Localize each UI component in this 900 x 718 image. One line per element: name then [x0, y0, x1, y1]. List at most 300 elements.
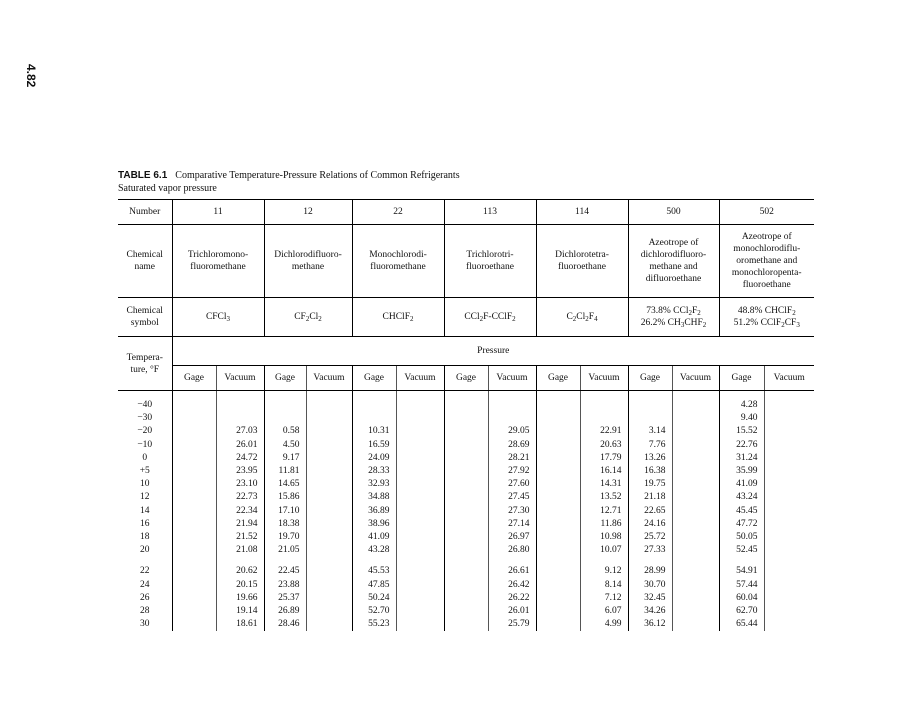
table-title: Comparative Temperature-Pressure Relations of Common Refrigerants — [175, 170, 460, 181]
vacuum-cell-22 — [396, 592, 444, 605]
temperature-cell: −40 — [137, 400, 153, 410]
vacuum-cell-502 — [764, 565, 814, 578]
gage-cell-502: 52.45 — [719, 544, 764, 557]
vacuum-label: Vacuum — [764, 366, 814, 391]
gage-cell-12: 9.17 — [264, 452, 306, 465]
gage-cell-500: 19.75 — [628, 478, 672, 491]
refrigerant-number: 12 — [264, 200, 352, 225]
gage-cell-500: 7.76 — [628, 439, 672, 452]
chemical-symbol: $C_2Cl_2F_4$ — [536, 298, 628, 337]
gage-cell-114 — [536, 565, 580, 578]
gage-cell-113 — [444, 544, 488, 557]
vacuum-label: Vacuum — [396, 366, 444, 391]
vacuum-cell-113: 26.80 — [488, 544, 536, 557]
chemical-name-label: Chemical name — [118, 225, 172, 298]
gage-cell-11 — [172, 465, 216, 478]
vacuum-cell-22 — [396, 478, 444, 491]
table-row — [118, 425, 814, 438]
vacuum-cell-500 — [672, 518, 719, 531]
header-gage-vacuum-row — [118, 366, 814, 391]
chemical-name: Dichlorotetra- fluoroethane — [536, 225, 628, 298]
gage-cell-12: 25.37 — [264, 592, 306, 605]
gage-cell-11 — [172, 592, 216, 605]
vacuum-cell-502 — [764, 605, 814, 618]
vacuum-cell-114: 12.71 — [580, 505, 628, 518]
gage-cell-502: 60.04 — [719, 592, 764, 605]
chemical-symbol: 48.8% CHClF$_2$ 51.2% $CClF_2CF_3$ — [719, 298, 814, 337]
vacuum-cell-22 — [396, 399, 444, 412]
vacuum-cell-502 — [764, 465, 814, 478]
gage-cell-22: 38.96 — [352, 518, 396, 531]
vacuum-cell-12 — [306, 531, 352, 544]
vacuum-cell-11: 20.62 — [216, 565, 264, 578]
gage-cell-502: 45.45 — [719, 505, 764, 518]
gage-cell-11 — [172, 565, 216, 578]
vacuum-cell-500 — [672, 618, 719, 631]
vacuum-cell-11: 26.01 — [216, 439, 264, 452]
temperature-cell: 0 — [142, 452, 148, 463]
vacuum-cell-113: 26.97 — [488, 531, 536, 544]
vacuum-cell-500 — [672, 412, 719, 425]
gage-cell-113 — [444, 592, 488, 605]
gage-cell-22: 36.89 — [352, 505, 396, 518]
vacuum-label: Vacuum — [672, 366, 719, 391]
gage-cell-12: 23.88 — [264, 579, 306, 592]
vacuum-cell-114 — [580, 399, 628, 412]
vacuum-cell-502 — [764, 425, 814, 438]
chemical-symbol-label: Chemical symbol — [118, 298, 172, 337]
vacuum-cell-22 — [396, 605, 444, 618]
gage-label: Gage — [444, 366, 488, 391]
vacuum-cell-502 — [764, 531, 814, 544]
chemical-name: Trichloromono- fluoromethane — [172, 225, 264, 298]
vacuum-cell-113: 28.21 — [488, 452, 536, 465]
gage-cell-113 — [444, 491, 488, 504]
gage-cell-114 — [536, 505, 580, 518]
gage-label: Gage — [628, 366, 672, 391]
vacuum-cell-22 — [396, 579, 444, 592]
gage-cell-114 — [536, 531, 580, 544]
chemical-symbol: CCl$_2$F-CClF$_2$ — [444, 298, 536, 337]
gage-cell-12: 0.58 — [264, 425, 306, 438]
gage-cell-113 — [444, 605, 488, 618]
gage-cell-500: 36.12 — [628, 618, 672, 631]
vacuum-cell-11 — [216, 412, 264, 425]
table-subtitle: Saturated vapor pressure — [118, 183, 217, 194]
gage-cell-114 — [536, 439, 580, 452]
vacuum-label: Vacuum — [580, 366, 628, 391]
gage-cell-11 — [172, 399, 216, 412]
vacuum-cell-113 — [488, 399, 536, 412]
vacuum-cell-502 — [764, 544, 814, 557]
gage-cell-12: 17.10 — [264, 505, 306, 518]
vacuum-cell-113: 28.69 — [488, 439, 536, 452]
vacuum-cell-502 — [764, 491, 814, 504]
vacuum-cell-11: 20.15 — [216, 579, 264, 592]
vacuum-cell-12 — [306, 399, 352, 412]
vacuum-cell-113: 26.42 — [488, 579, 536, 592]
table-row — [118, 412, 814, 425]
gage-cell-502: 22.76 — [719, 439, 764, 452]
temperature-cell: −10 — [137, 439, 153, 450]
gage-cell-114 — [536, 425, 580, 438]
gage-label: Gage — [264, 366, 306, 391]
vacuum-cell-22 — [396, 491, 444, 504]
gage-cell-502: 9.40 — [719, 412, 764, 425]
gage-cell-113 — [444, 618, 488, 631]
table-row — [118, 399, 814, 412]
gage-cell-113 — [444, 505, 488, 518]
refrigerant-number: 113 — [444, 200, 536, 225]
gage-cell-500: 34.26 — [628, 605, 672, 618]
gage-cell-114 — [536, 412, 580, 425]
temperature-cell: 28 — [140, 606, 150, 617]
gage-cell-502: 31.24 — [719, 452, 764, 465]
gage-cell-502: 47.72 — [719, 518, 764, 531]
table-row — [118, 605, 814, 618]
vacuum-cell-114 — [580, 412, 628, 425]
refrigerant-number: 502 — [719, 200, 814, 225]
vacuum-cell-500 — [672, 399, 719, 412]
vacuum-cell-11: 24.72 — [216, 452, 264, 465]
vacuum-cell-12 — [306, 465, 352, 478]
vacuum-cell-12 — [306, 505, 352, 518]
vacuum-cell-22 — [396, 518, 444, 531]
gage-cell-12: 18.38 — [264, 518, 306, 531]
vacuum-cell-113: 26.22 — [488, 592, 536, 605]
vacuum-cell-11: 21.08 — [216, 544, 264, 557]
gage-cell-113 — [444, 425, 488, 438]
vacuum-cell-114: 16.14 — [580, 465, 628, 478]
gage-cell-114 — [536, 518, 580, 531]
gage-cell-22 — [352, 399, 396, 412]
gage-label: Gage — [172, 366, 216, 391]
gage-cell-22: 24.09 — [352, 452, 396, 465]
header-name-row — [118, 225, 814, 298]
gage-cell-12: 11.81 — [264, 465, 306, 478]
vacuum-cell-12 — [306, 579, 352, 592]
gage-cell-500: 28.99 — [628, 565, 672, 578]
gage-cell-11 — [172, 579, 216, 592]
temperature-cell: 26 — [140, 592, 150, 603]
refrigerant-number: 500 — [628, 200, 719, 225]
gage-cell-500: 22.65 — [628, 505, 672, 518]
temperature-cell: 12 — [140, 492, 150, 503]
vacuum-cell-113 — [488, 412, 536, 425]
vacuum-cell-12 — [306, 439, 352, 452]
table-row — [118, 465, 814, 478]
gage-cell-114 — [536, 491, 580, 504]
gage-cell-22: 43.28 — [352, 544, 396, 557]
vacuum-cell-500 — [672, 478, 719, 491]
vacuum-cell-500 — [672, 605, 719, 618]
vacuum-cell-12 — [306, 565, 352, 578]
gage-cell-114 — [536, 465, 580, 478]
refrigerant-number: 11 — [172, 200, 264, 225]
header-number-row — [118, 200, 814, 225]
gage-cell-114 — [536, 605, 580, 618]
chemical-name: Dichlorodifluoro- methane — [264, 225, 352, 298]
gage-cell-22: 16.59 — [352, 439, 396, 452]
gage-cell-114 — [536, 618, 580, 631]
gage-cell-502: 4.28 — [719, 399, 764, 412]
gage-cell-22: 41.09 — [352, 531, 396, 544]
vacuum-cell-502 — [764, 518, 814, 531]
vacuum-cell-12 — [306, 491, 352, 504]
gage-cell-500: 27.33 — [628, 544, 672, 557]
gage-cell-502: 35.99 — [719, 465, 764, 478]
vacuum-cell-11: 23.95 — [216, 465, 264, 478]
vacuum-label: Vacuum — [488, 366, 536, 391]
table-number: TABLE 6.1 — [118, 170, 168, 181]
vacuum-cell-12 — [306, 544, 352, 557]
temperature-cell: −30 — [137, 413, 153, 424]
vacuum-cell-11: 22.34 — [216, 505, 264, 518]
gage-cell-502: 15.52 — [719, 425, 764, 438]
gage-cell-12: 15.86 — [264, 491, 306, 504]
vacuum-cell-12 — [306, 478, 352, 491]
vacuum-cell-114: 8.14 — [580, 579, 628, 592]
gage-cell-500: 13.26 — [628, 452, 672, 465]
vacuum-cell-502 — [764, 478, 814, 491]
gage-cell-12 — [264, 399, 306, 412]
vacuum-cell-22 — [396, 618, 444, 631]
table-row — [118, 618, 814, 631]
table-row — [118, 579, 814, 592]
gage-cell-22: 50.24 — [352, 592, 396, 605]
gage-cell-500: 24.16 — [628, 518, 672, 531]
vacuum-label: Vacuum — [306, 366, 352, 391]
gage-cell-500: 30.70 — [628, 579, 672, 592]
temperature-cell: 18 — [140, 532, 150, 543]
vacuum-cell-500 — [672, 491, 719, 504]
vacuum-cell-500 — [672, 465, 719, 478]
gage-cell-11 — [172, 505, 216, 518]
vacuum-cell-114: 17.79 — [580, 452, 628, 465]
temperature-cell: 24 — [140, 579, 150, 590]
table-row — [118, 491, 814, 504]
gage-cell-500: 16.38 — [628, 465, 672, 478]
vacuum-cell-12 — [306, 412, 352, 425]
gage-cell-502: 50.05 — [719, 531, 764, 544]
vacuum-cell-114: 9.12 — [580, 565, 628, 578]
gage-cell-22: 34.88 — [352, 491, 396, 504]
spacer-row — [118, 557, 814, 565]
gage-cell-11 — [172, 412, 216, 425]
vacuum-cell-114: 11.86 — [580, 518, 628, 531]
vacuum-cell-113: 27.92 — [488, 465, 536, 478]
gage-cell-114 — [536, 544, 580, 557]
vacuum-cell-500 — [672, 425, 719, 438]
table-caption — [118, 169, 460, 195]
chemical-symbol: $CF_2Cl_2$ — [264, 298, 352, 337]
refrigerant-table — [118, 199, 814, 631]
vacuum-cell-22 — [396, 544, 444, 557]
vacuum-cell-114: 13.52 — [580, 491, 628, 504]
gage-cell-22: 52.70 — [352, 605, 396, 618]
temperature-cell: 14 — [140, 505, 150, 516]
gage-cell-113 — [444, 531, 488, 544]
gage-cell-114 — [536, 579, 580, 592]
page-number: 4.82 — [24, 64, 38, 88]
gage-cell-12: 21.05 — [264, 544, 306, 557]
gage-cell-12: 4.50 — [264, 439, 306, 452]
gage-label: Gage — [536, 366, 580, 391]
refrigerant-number: 22 — [352, 200, 444, 225]
gage-cell-500: 25.72 — [628, 531, 672, 544]
gage-cell-113 — [444, 465, 488, 478]
gage-cell-11 — [172, 531, 216, 544]
table-row — [118, 518, 814, 531]
chemical-name: Trichlorotri- fluoroethane — [444, 225, 536, 298]
gage-cell-113 — [444, 399, 488, 412]
vacuum-cell-22 — [396, 412, 444, 425]
table-row — [118, 478, 814, 491]
gage-cell-502: 43.24 — [719, 491, 764, 504]
gage-cell-500: 3.14 — [628, 425, 672, 438]
gage-cell-113 — [444, 565, 488, 578]
gage-cell-113 — [444, 579, 488, 592]
gage-cell-500 — [628, 412, 672, 425]
gage-cell-12: 26.89 — [264, 605, 306, 618]
gage-cell-22: 32.93 — [352, 478, 396, 491]
gage-cell-500 — [628, 399, 672, 412]
vacuum-cell-500 — [672, 452, 719, 465]
vacuum-cell-114: 14.31 — [580, 478, 628, 491]
temperature-cell: 30 — [140, 619, 150, 630]
gage-cell-114 — [536, 592, 580, 605]
gage-cell-11 — [172, 439, 216, 452]
vacuum-cell-500 — [672, 579, 719, 592]
table-row — [118, 565, 814, 578]
vacuum-cell-500 — [672, 592, 719, 605]
temperature-cell: 10 — [140, 479, 150, 490]
gage-label: Gage — [352, 366, 396, 391]
gage-cell-11 — [172, 491, 216, 504]
vacuum-cell-12 — [306, 605, 352, 618]
gage-cell-113 — [444, 478, 488, 491]
vacuum-cell-11: 22.73 — [216, 491, 264, 504]
gage-cell-22: 55.23 — [352, 618, 396, 631]
gage-cell-12: 14.65 — [264, 478, 306, 491]
vacuum-cell-11: 18.61 — [216, 618, 264, 631]
vacuum-cell-12 — [306, 425, 352, 438]
number-label: Number — [118, 200, 172, 225]
vacuum-cell-500 — [672, 544, 719, 557]
gage-cell-502: 41.09 — [719, 478, 764, 491]
vacuum-cell-502 — [764, 439, 814, 452]
vacuum-cell-22 — [396, 425, 444, 438]
vacuum-cell-502 — [764, 399, 814, 412]
gage-cell-502: 57.44 — [719, 579, 764, 592]
vacuum-cell-113: 27.14 — [488, 518, 536, 531]
gage-cell-11 — [172, 452, 216, 465]
vacuum-cell-500 — [672, 531, 719, 544]
gage-cell-12: 19.70 — [264, 531, 306, 544]
vacuum-cell-22 — [396, 439, 444, 452]
chemical-name: Azeotrope of monochlorodiflu- oromethane and monochloropenta- fluoroethane — [719, 225, 814, 298]
vacuum-cell-11: 23.10 — [216, 478, 264, 491]
gage-cell-114 — [536, 399, 580, 412]
gage-cell-12 — [264, 412, 306, 425]
pressure-label: Pressure — [172, 337, 814, 366]
gage-cell-113 — [444, 412, 488, 425]
vacuum-cell-12 — [306, 592, 352, 605]
temperature-cell: −20 — [137, 426, 153, 437]
chemical-symbol: CFCl$_3$ — [172, 298, 264, 337]
chemical-name: Monochlorodi- fluoromethane — [352, 225, 444, 298]
chemical-symbol: CHClF$_2$ — [352, 298, 444, 337]
gage-label: Gage — [719, 366, 764, 391]
vacuum-label: Vacuum — [216, 366, 264, 391]
temperature-cell: 20 — [140, 545, 150, 556]
vacuum-cell-113: 29.05 — [488, 425, 536, 438]
header-symbol-row — [118, 298, 814, 337]
vacuum-cell-11: 27.03 — [216, 425, 264, 438]
vacuum-cell-114: 10.98 — [580, 531, 628, 544]
gage-cell-11 — [172, 478, 216, 491]
gage-cell-22: 10.31 — [352, 425, 396, 438]
gage-cell-502: 62.70 — [719, 605, 764, 618]
vacuum-cell-22 — [396, 565, 444, 578]
gage-cell-113 — [444, 439, 488, 452]
gage-cell-22: 47.85 — [352, 579, 396, 592]
vacuum-cell-11: 19.14 — [216, 605, 264, 618]
table-row — [118, 531, 814, 544]
vacuum-cell-113: 27.30 — [488, 505, 536, 518]
temperature-cell: 22 — [140, 566, 150, 577]
chemical-symbol: 73.8% $CCl_2F_2$ 26.2% $CH_3CHF_2$ — [628, 298, 719, 337]
vacuum-cell-114: 20.63 — [580, 439, 628, 452]
gage-cell-22 — [352, 412, 396, 425]
gage-cell-502: 65.44 — [719, 618, 764, 631]
temperature-cell: +5 — [139, 466, 150, 477]
table-row — [118, 452, 814, 465]
gage-cell-12: 22.45 — [264, 565, 306, 578]
vacuum-cell-500 — [672, 505, 719, 518]
vacuum-cell-502 — [764, 579, 814, 592]
vacuum-cell-12 — [306, 518, 352, 531]
gage-cell-11 — [172, 544, 216, 557]
table-row — [118, 544, 814, 557]
gage-cell-114 — [536, 452, 580, 465]
vacuum-cell-12 — [306, 452, 352, 465]
table-row — [118, 505, 814, 518]
gage-cell-11 — [172, 518, 216, 531]
vacuum-cell-114: 10.07 — [580, 544, 628, 557]
gage-cell-502: 54.91 — [719, 565, 764, 578]
gage-cell-113 — [444, 452, 488, 465]
gage-cell-113 — [444, 518, 488, 531]
vacuum-cell-11: 21.94 — [216, 518, 264, 531]
vacuum-cell-114: 7.12 — [580, 592, 628, 605]
vacuum-cell-12 — [306, 618, 352, 631]
vacuum-cell-113: 27.45 — [488, 491, 536, 504]
vacuum-cell-114: 22.91 — [580, 425, 628, 438]
vacuum-cell-11: 21.52 — [216, 531, 264, 544]
vacuum-cell-22 — [396, 505, 444, 518]
vacuum-cell-113: 27.60 — [488, 478, 536, 491]
gage-cell-500: 21.18 — [628, 491, 672, 504]
vacuum-cell-500 — [672, 439, 719, 452]
gage-cell-12: 28.46 — [264, 618, 306, 631]
vacuum-cell-502 — [764, 618, 814, 631]
vacuum-cell-22 — [396, 452, 444, 465]
gage-cell-11 — [172, 605, 216, 618]
header-pressure-row — [118, 337, 814, 366]
gage-cell-11 — [172, 425, 216, 438]
vacuum-cell-22 — [396, 531, 444, 544]
